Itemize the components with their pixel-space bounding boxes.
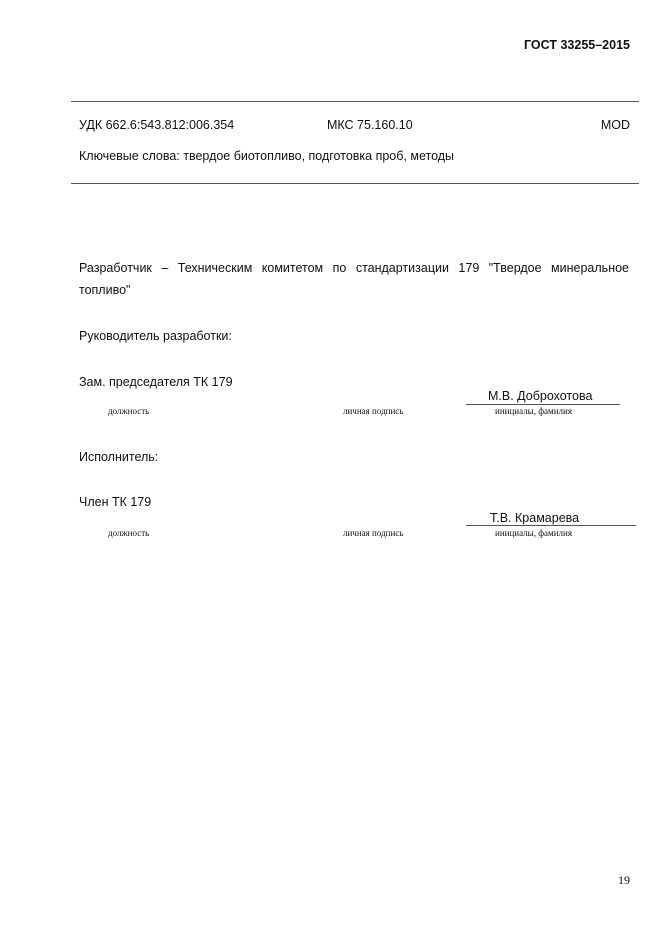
developer-text: Разработчик – Техническим комитетом по стандартизации 179 "Твердое минеральное топливо" bbox=[79, 261, 629, 297]
standard-code: ГОСТ 33255–2015 bbox=[524, 38, 630, 52]
signature-name-line bbox=[466, 525, 636, 526]
signature-name: Т.В. Крамарева bbox=[490, 511, 580, 525]
caption-signature: личная подпись bbox=[343, 528, 404, 538]
page-number: 19 bbox=[618, 873, 630, 887]
signature-name-line bbox=[466, 404, 620, 405]
caption-signature: личная подпись bbox=[343, 406, 404, 416]
signature-position: Член ТК 179 bbox=[79, 495, 152, 509]
mks-code: МКС 75.160.10 bbox=[327, 118, 413, 132]
caption-position: должность bbox=[108, 528, 150, 538]
caption-position: должность bbox=[108, 406, 150, 416]
mod-label: MOD bbox=[600, 118, 630, 132]
executor-label: Исполнитель: bbox=[79, 450, 159, 464]
keywords: Ключевые слова: твердое биотопливо, подготовка проб, методы bbox=[79, 149, 455, 163]
signature-position: Зам. председателя ТК 179 bbox=[79, 375, 233, 389]
signature-name: М.В. Доброхотова bbox=[488, 389, 593, 403]
caption-name: инициалы, фамилия bbox=[495, 406, 572, 416]
bottom-rule bbox=[71, 183, 639, 184]
development-head-label: Руководитель разработки: bbox=[79, 329, 232, 343]
udc-code: УДК 662.6:543.812:006.354 bbox=[79, 118, 235, 132]
caption-name: инициалы, фамилия bbox=[495, 528, 572, 538]
top-rule bbox=[71, 101, 639, 102]
